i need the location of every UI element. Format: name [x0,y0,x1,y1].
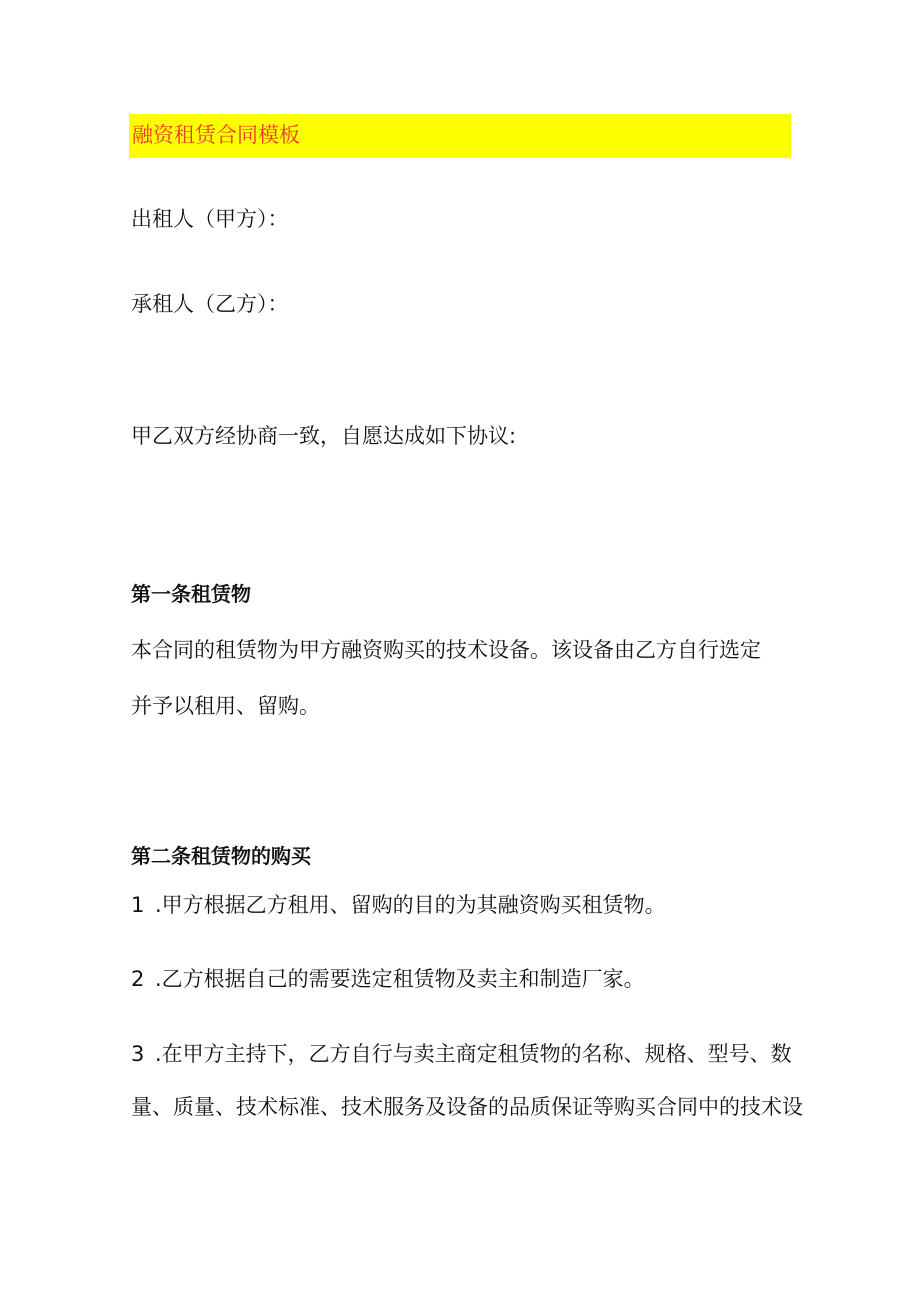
item-text: .在甲方主持下，乙方自行与卖主商定租赁物的名称、规格、型号、数 [155,1042,792,1066]
article-2-item-3-continuation: 量、质量、技术标准、技术服务及设备的品质保证等购买合同中的技术设 [131,1095,803,1119]
lessor-label: 出租人（甲方）： [131,207,289,231]
item-number: 1 [131,893,145,917]
article-2-heading: 第二条租赁物的购买 [131,844,311,868]
intro-paragraph: 甲乙双方经协商一致，自愿达成如下协议: [131,424,517,448]
article-2-item-2 [131,966,645,992]
article-1-heading: 第一条租赁物 [131,582,251,606]
item-text: .甲方根据乙方租用、留购的目的为其融资购买租赁物。 [155,893,666,917]
item-number: 3 [131,1042,145,1066]
item-text: .乙方根据自己的需要选定租赁物及卖主和制造厂家。 [155,967,645,991]
article-1-line-2: 并予以租用、留购。 [131,694,320,718]
article-1-line-1: 本合同的租赁物为甲方融资购买的技术设备。该设备由乙方自行选定 [131,638,761,662]
article-2-item-3 [131,1041,792,1067]
title-highlight [129,114,791,158]
lessee-label: 承租人（乙方）： [131,292,289,316]
document-title: 融资租赁合同模板 [132,123,300,147]
article-2-item-1 [131,892,666,918]
item-number: 2 [131,967,145,991]
